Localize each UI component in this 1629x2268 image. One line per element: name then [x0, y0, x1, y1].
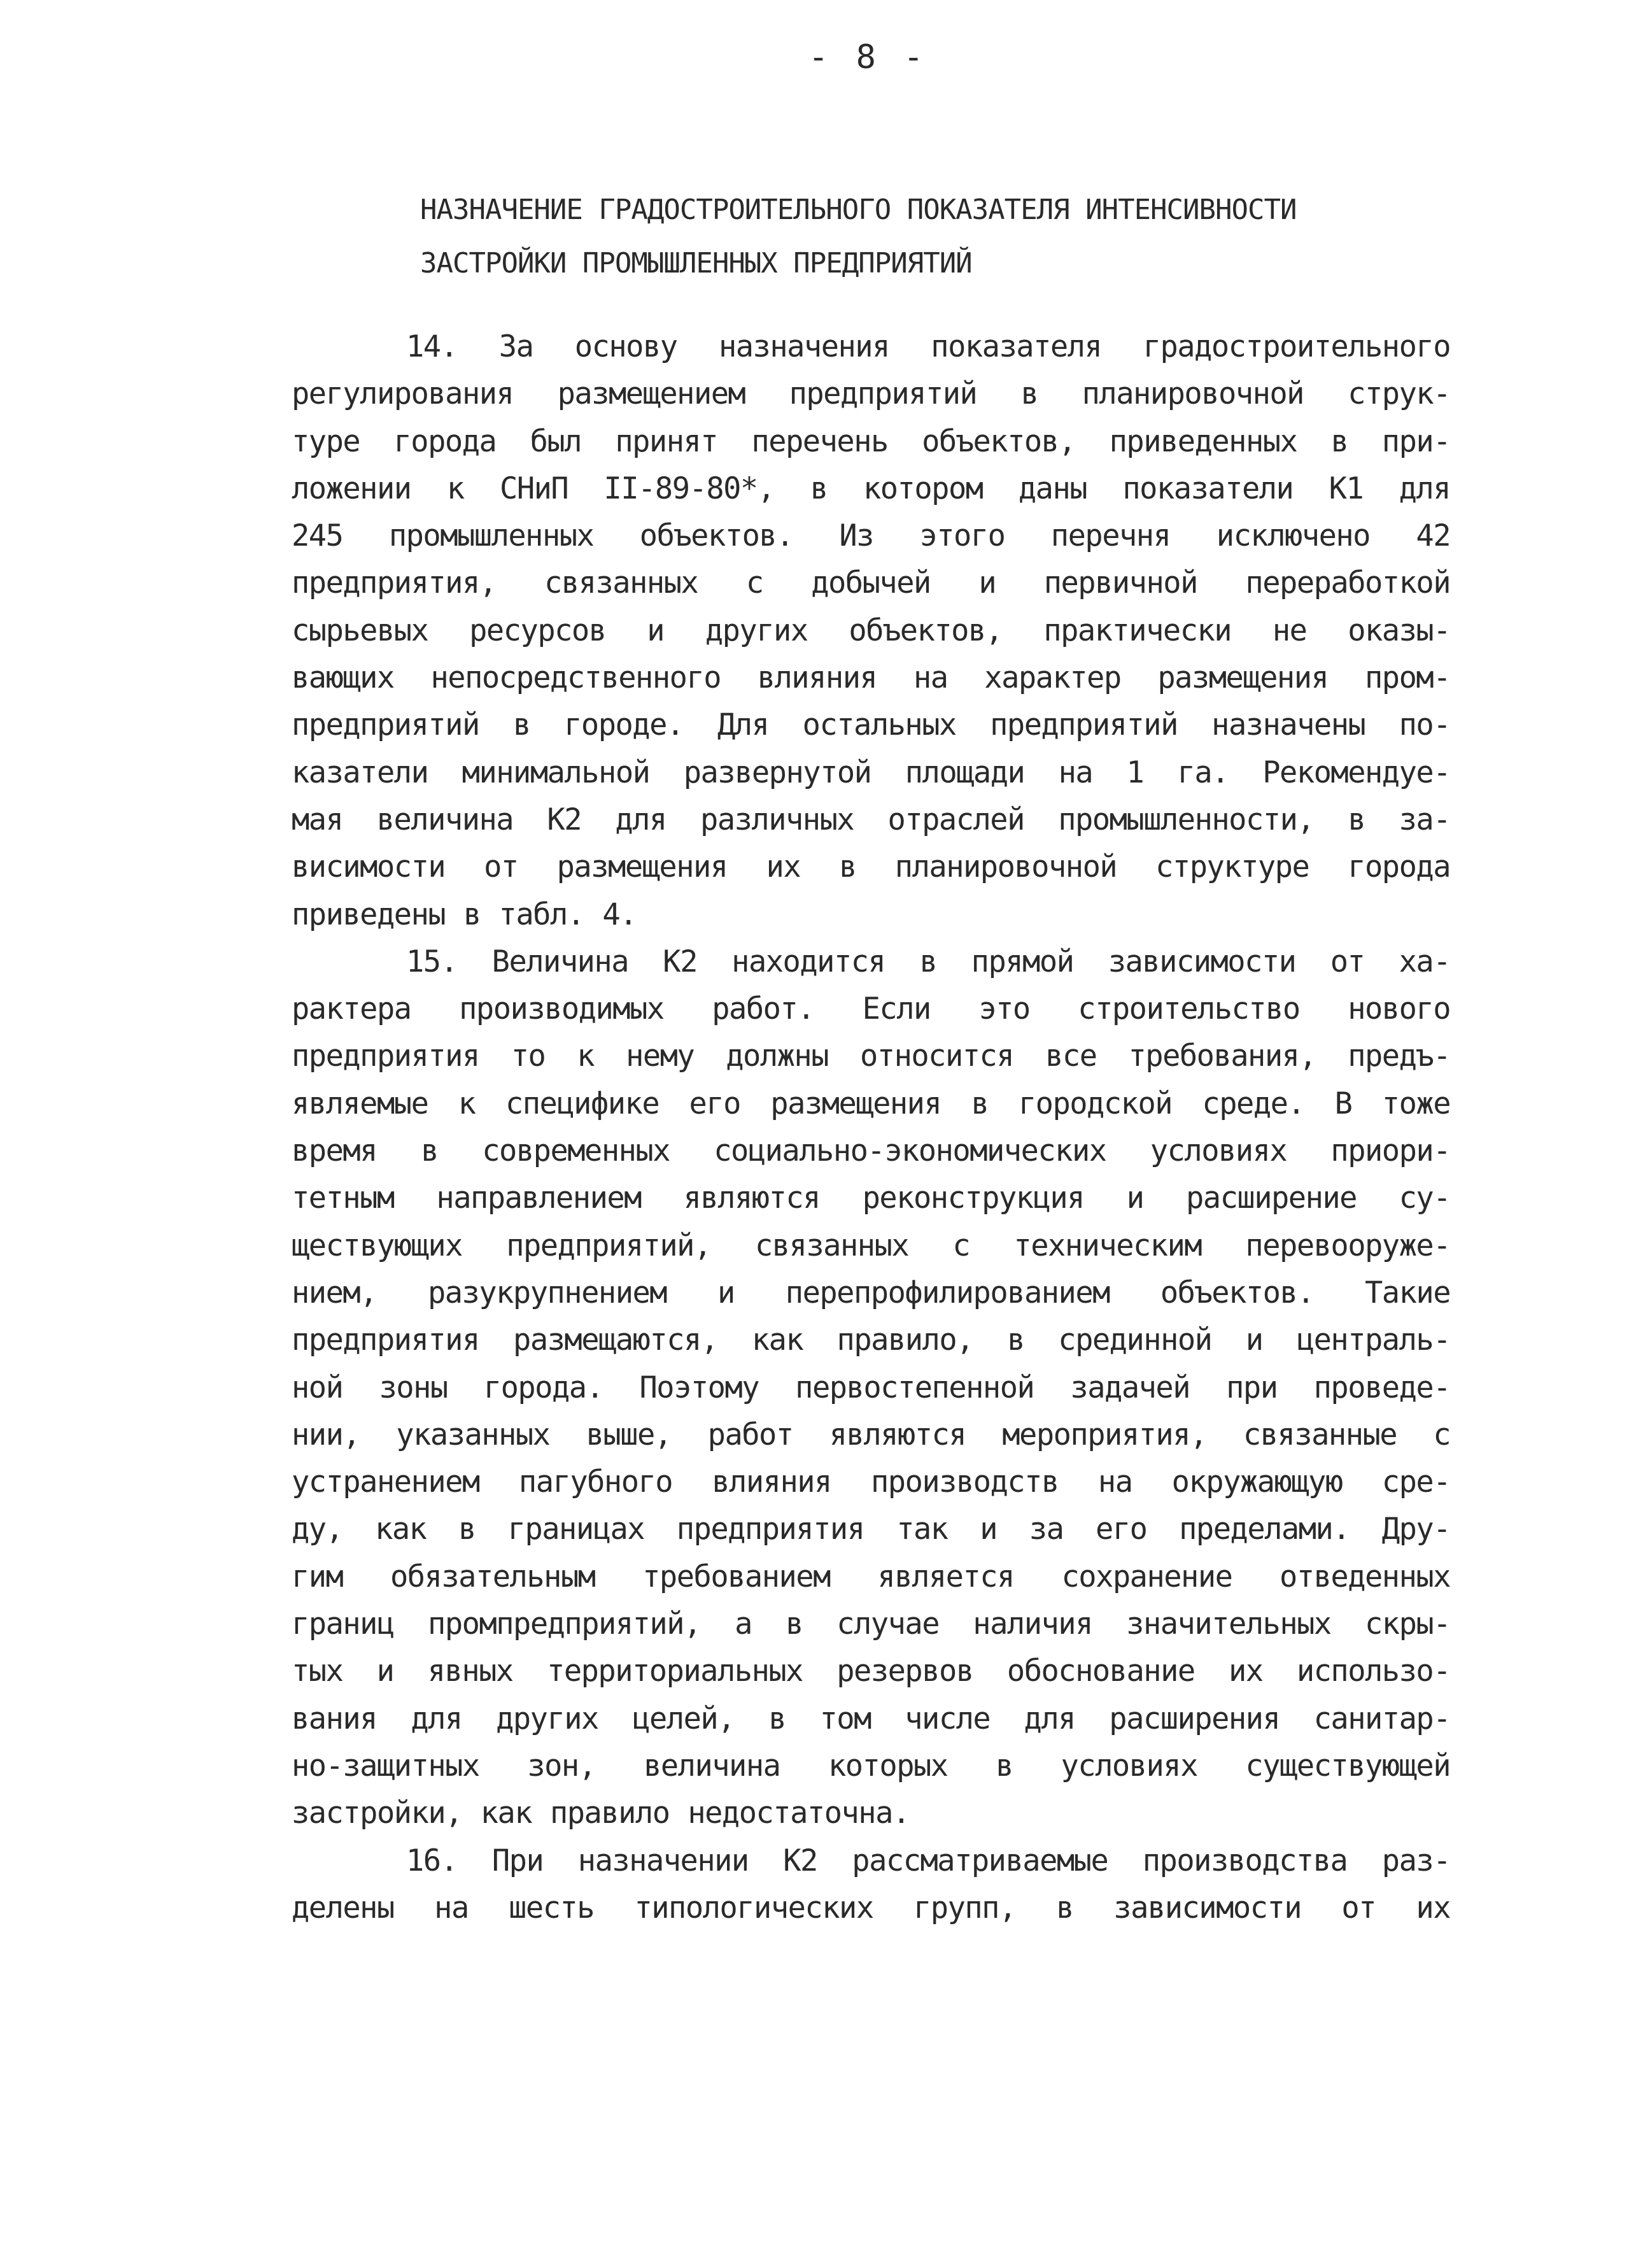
- paragraph-15-line: время в современных социально-экономических условиях приори-: [292, 1133, 1450, 1169]
- paragraph-15-line: гим обязательным требованием является сохранение отведенных: [292, 1559, 1450, 1594]
- paragraph-15-line: но-защитных зон, величина которых в условиях существующей: [292, 1748, 1450, 1783]
- paragraph-15-line: нии, указанных выше, работ являются мероприятия, связанные с: [292, 1417, 1450, 1452]
- paragraph-15-line: нием, разукрупнением и перепрофилированием объектов. Такие: [292, 1275, 1450, 1310]
- paragraph-14-line: казатели минимальной развернутой площади на 1 га. Рекомендуе-: [292, 755, 1450, 790]
- paragraph-14-line: мая величина К2 для различных отраслей промышленности, в за-: [292, 802, 1450, 837]
- paragraph-15-line: рактера производимых работ. Если это строительство нового: [292, 991, 1450, 1027]
- paragraph-14-line: регулирования размещением предприятий в планировочной струк-: [292, 376, 1450, 412]
- paragraph-14-line: 245 промышленных объектов. Из этого перечня исключено 42: [292, 518, 1450, 554]
- paragraph-14-line: 14. За основу назначения показателя градостроительного: [406, 329, 1450, 364]
- paragraph-14-line: туре города был принят перечень объектов, приведенных в при-: [292, 423, 1450, 459]
- paragraph-14-line: висимости от размещения их в планировочной структуре города: [292, 849, 1450, 885]
- paragraph-15-line: тетным направлением являются реконструкция и расширение су-: [292, 1180, 1450, 1216]
- heading-line-2: ЗАСТРОЙКИ ПРОМЫШЛЕННЫХ ПРЕДПРИЯТИЙ: [420, 247, 972, 280]
- paragraph-16-line: 16. При назначении К2 рассматриваемые производства раз-: [406, 1843, 1450, 1878]
- paragraph-15-line: ществующих предприятий, связанных с техническим перевооруже-: [292, 1228, 1450, 1263]
- paragraph-14-line: ложении к СНиП II-89-80*, в котором даны показатели К1 для: [292, 471, 1450, 506]
- page-number: - 8 -: [808, 38, 927, 76]
- paragraph-15-line: ной зоны города. Поэтому первостепенной задачей при проведе-: [292, 1370, 1450, 1405]
- paragraph-15-line: предприятия размещаются, как правило, в срединной и централь-: [292, 1322, 1450, 1358]
- heading-line-1: НАЗНАЧЕНИЕ ГРАДОСТРОИТЕЛЬНОГО ПОКАЗАТЕЛЯ ИНТЕНСИВНОСТИ: [420, 194, 1297, 226]
- paragraph-15-line: устранением пагубного влияния производств на окружающую сре-: [292, 1464, 1450, 1500]
- paragraph-14-line: предприятий в городе. Для остальных предприятий назначены по-: [292, 707, 1450, 743]
- paragraph-15-line: 15. Величина К2 находится в прямой зависимости от ха-: [406, 944, 1450, 979]
- paragraph-14-line: приведены в табл. 4.: [292, 897, 637, 932]
- paragraph-16-line: делены на шесть типологических групп, в зависимости от их: [292, 1890, 1450, 1925]
- paragraph-15-line: предприятия то к нему должны относится все требования, предъ-: [292, 1038, 1450, 1074]
- section-heading: [420, 183, 1502, 290]
- paragraph-14-line: предприятия, связанных с добычей и первичной переработкой: [292, 565, 1450, 601]
- paragraph-15-line: являемые к специфике его размещения в городской среде. В тоже: [292, 1086, 1450, 1121]
- paragraph-14-line: вающих непосредственного влияния на характер размещения пром-: [292, 660, 1450, 696]
- paragraph-15-line: застройки, как правило недостаточна.: [292, 1796, 910, 1831]
- paragraph-15-line: ду, как в границах предприятия так и за его пределами. Дру-: [292, 1512, 1450, 1547]
- body-text: [292, 323, 1450, 1932]
- paragraph-15-line: границ промпредприятий, а в случае наличия значительных скры-: [292, 1606, 1450, 1642]
- paragraph-14-line: сырьевых ресурсов и других объектов, практически не оказы-: [292, 613, 1450, 648]
- paragraph-15-line: вания для других целей, в том числе для расширения санитар-: [292, 1701, 1450, 1736]
- paragraph-15-line: тых и явных территориальных резервов обоснование их использо-: [292, 1654, 1450, 1689]
